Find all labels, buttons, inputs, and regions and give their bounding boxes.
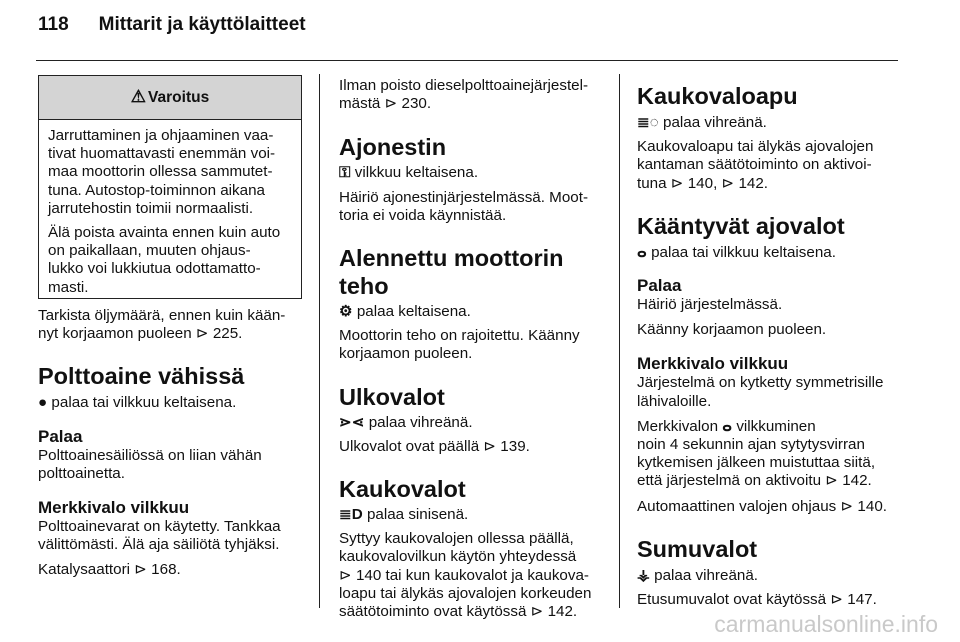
warning-box bbox=[38, 75, 302, 299]
kaukovaloapu-heading: Kaukovaloapu bbox=[637, 83, 798, 109]
engine-power-indicator-line: ⚙ palaa keltaisena. bbox=[339, 303, 471, 321]
engine-power-text: Moottorin teho on rajoitettu. Käänny korjaamon puoleen. bbox=[339, 327, 580, 363]
fog-light-icon: ⚶ bbox=[637, 566, 650, 584]
palaa-text-2b: Käänny korjaamon puoleen. bbox=[637, 321, 827, 339]
palaa-heading-2: Palaa bbox=[637, 276, 682, 296]
column-divider-2 bbox=[619, 74, 620, 608]
ajonestin-indicator-line: ⚿ vilkkuu keltaisena. bbox=[339, 164, 479, 182]
column-3-body bbox=[637, 82, 905, 609]
page-title: Mittarit ja käyttölaitteet bbox=[98, 14, 306, 35]
fuel-drop-icon: ● bbox=[38, 394, 48, 412]
catalyst-text: Katalysaattori ⊳ 168. bbox=[38, 561, 181, 579]
sumuvalot-heading: Sumuvalot bbox=[637, 535, 758, 562]
kaantyvat-heading: Kääntyvät ajovalot bbox=[637, 212, 845, 239]
column-divider-1 bbox=[319, 74, 320, 608]
kaukovalot-text: Syttyy kaukovalojen ollessa päällä, kaukovalovilkun käytön yhteydessä ⊳ 140 tai kun kaukovalot ja kaukova- loapu tai älykäs ajovalojen korkeuden säätötoiminto ovat käytössä ⊳ 142. bbox=[339, 530, 592, 621]
high-beam-assist-icon: ≣◌ bbox=[637, 114, 659, 131]
engine-power-heading: Alennettu moottorin teho bbox=[339, 245, 564, 300]
ulkovalot-text: Ulkovalot ovat päällä ⊳ 139. bbox=[339, 437, 530, 455]
header-rule bbox=[36, 60, 898, 61]
ulkovalot-heading: Ulkovalot bbox=[339, 383, 445, 410]
column-2-body bbox=[339, 77, 609, 621]
merkkivalo-text-2b: Merkkivalon ⴰ vilkkuminen noin 4 sekunnin ajan sytytysvirran kytkemisen jälkeen muistuttaa siitä, että järjestelmä on aktivoitu ⊳ 142. bbox=[637, 417, 876, 490]
warning-triangle-icon: ⚠ bbox=[130, 87, 147, 106]
merkkivalo-text-2a: Järjestelmä on kytketty symmetrisille lähivaloille. bbox=[637, 374, 884, 410]
immobilizer-icon: ⚿ bbox=[339, 164, 351, 182]
fuel-low-heading: Polttoaine vähissä bbox=[38, 363, 245, 390]
kaukovaloapu-indicator-line: ≣◌ palaa vihreänä. bbox=[637, 114, 767, 131]
oil-check-text: Tarkista öljymäärä, ennen kuin kään- nyt korjaamon puoleen ⊳ 225. bbox=[38, 307, 286, 343]
palaa-text-2a: Häiriö järjestelmässä. bbox=[637, 296, 783, 314]
palaa-text: Polttoainesäiliössä on liian vähän polttoainetta. bbox=[38, 446, 262, 482]
warning-paragraph-1: Jarruttaminen ja ohjaaminen vaa- tivat huomattavasti enemmän voi- maa moottorin ollessa sammutet- tuna. Autostop-toiminnon aikana jarrutehostin toimii normaalisti. bbox=[48, 127, 276, 217]
page-number: 118 bbox=[38, 14, 69, 35]
ajonestin-text: Häiriö ajonestinjärjestelmässä. Moot- toria ei voida käynnistää. bbox=[339, 188, 589, 224]
merkkivalo-text: Polttoainevarat on käytetty. Tankkaa välittömästi. Älä aja säiliötä tyhjäksi. bbox=[38, 518, 281, 554]
intro-text: Ilman poisto dieselpolttoainejärjestel- mästä ⊳ 230. bbox=[339, 77, 589, 113]
kaantyvat-indicator-line: ⴰ palaa tai vilkkuu keltaisena. bbox=[637, 243, 836, 261]
automaattinen-text: Automaattinen valojen ohjaus ⊳ 140. bbox=[637, 497, 887, 515]
warning-title: Varoitus bbox=[148, 89, 210, 106]
exterior-lights-icon: ⋗⋖ bbox=[339, 413, 365, 431]
kaukovaloapu-text: Kaukovaloapu tai älykäs ajovalojen kantaman säätötoiminto on aktivoi- tuna ⊳ 140, ⊳ 142. bbox=[637, 138, 874, 192]
warning-paragraph-2: Älä poista avainta ennen kuin auto on paikallaan, muuten ohjaus- lukko voi lukkiutua odottamatto- masti. bbox=[48, 224, 281, 296]
kaukovalot-heading: Kaukovalot bbox=[339, 476, 466, 503]
merkkivalo-heading-2: Merkkivalo vilkkuu bbox=[637, 354, 789, 374]
adaptive-light-icon: ⴰ bbox=[637, 243, 647, 261]
kaukovalot-indicator-line: ≣D palaa sinisenä. bbox=[339, 506, 469, 524]
warning-header bbox=[39, 76, 301, 120]
merkkivalo-heading: Merkkivalo vilkkuu bbox=[38, 498, 190, 518]
high-beam-icon: ≣D bbox=[339, 506, 363, 524]
sumuvalot-indicator-line: ⚶ palaa vihreänä. bbox=[637, 566, 758, 584]
sumuvalot-text: Etusumuvalot ovat käytössä ⊳ 147. bbox=[637, 591, 877, 609]
engine-power-icon: ⚙ bbox=[339, 303, 353, 321]
watermark: carmanualsonline.info bbox=[714, 611, 938, 637]
adaptive-light-icon-inline: ⴰ bbox=[722, 417, 733, 435]
ulkovalot-indicator-line: ⋗⋖ palaa vihreänä. bbox=[339, 413, 473, 431]
palaa-heading: Palaa bbox=[38, 426, 83, 446]
column-1-body bbox=[38, 307, 308, 580]
fuel-indicator-line: ● palaa tai vilkkuu keltaisena. bbox=[38, 394, 237, 412]
page-header bbox=[38, 14, 306, 36]
ajonestin-heading: Ajonestin bbox=[339, 134, 447, 161]
